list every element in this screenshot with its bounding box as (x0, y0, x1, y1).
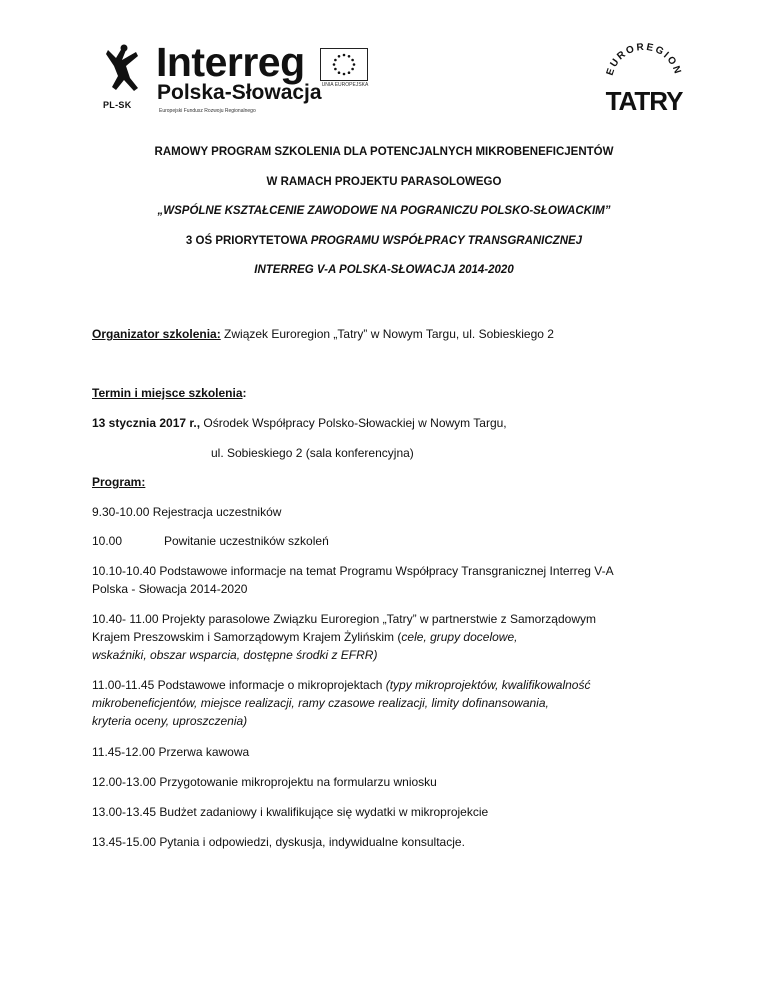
title-line-4-bold: 3 OŚ PRIORYTETOWA (185, 235, 311, 247)
program-item-6: 11.45-12.00 Przerwa kawowa (92, 745, 250, 759)
interreg-logo (92, 39, 369, 120)
program-item-4-line-1: 10.40- 11.00 Projekty parasolowe Związku Euroregion „Tatry” w partnerstwie z Samorządowym (92, 612, 596, 626)
title-line-1: RAMOWY PROGRAM SZKOLENIA DLA POTENCJALNYCH MIKROBENEFICJENTÓW (154, 146, 614, 158)
term-place: Ośrodek Współpracy Polsko-Słowackiej w Nowym Targu, (200, 416, 507, 430)
tatry-text: TATRY (605, 86, 683, 116)
program-item-3-line-1: 10.10-10.40 Podstawowe informacje na temat Programu Współpracy Transgranicznej Interreg V-A (92, 564, 614, 578)
program-label-line (92, 474, 145, 490)
eu-flag-icon (320, 48, 368, 81)
title-line-4 (0, 235, 768, 247)
term-label: Termin i miejsce szkolenia (92, 386, 243, 400)
program-item-5-line-3: kryteria oceny, uproszczenia) (92, 714, 248, 728)
program-item-4-line-2 (92, 629, 517, 645)
program-item-5-line-1 (92, 677, 590, 693)
title-line-2: W RAMACH PROJEKTU PARASOLOWEGO (266, 176, 502, 188)
term-date: 13 stycznia 2017 r., (92, 416, 201, 430)
title-line-3: „WSPÓLNE KSZTAŁCENIE ZAWODOWE NA POGRANICZU POLSKO-SŁOWACKIM” (157, 205, 611, 217)
program-item-4-line-2b: cele, grupy docelowe, (401, 630, 518, 644)
polska-slowacja-wordmark: Polska-Słowacja (157, 81, 322, 104)
program-item-4-line-2a: Krajem Preszowskim i Samorządowym Krajem Żylińskim ( (92, 630, 402, 644)
program-item-9: 13.45-15.00 Pytania i odpowiedzi, dyskusja, indywidualne konsultacje. (92, 835, 465, 849)
program-item-8: 13.00-13.45 Budżet zadaniowy i kwalifikujące się wydatki w mikroprojekcie (92, 805, 489, 819)
program-item-2 (92, 533, 329, 549)
interreg-wordmark: Interreg (156, 39, 305, 85)
title-line-5: INTERREG V-A POLSKA-SŁOWACJA 2014-2020 (254, 264, 514, 276)
organizer-line (92, 326, 554, 342)
program-item-1: 9.30-10.00 Rejestracja uczestników (92, 505, 282, 519)
efrr-label: Europejski Fundusz Rozwoju Regionalnego (159, 108, 256, 114)
program-item-2-time: 10.00 (92, 534, 123, 548)
term-address: ul. Sobieskiego 2 (sala konferencyjna) (211, 446, 414, 460)
program-item-5-line-1a: 11.00-11.45 Podstawowe informacje o mikroprojektach (92, 678, 386, 692)
organizer-label: Organizator szkolenia: (92, 327, 221, 341)
eu-label: UNIA EUROPEJSKA (321, 82, 369, 88)
euroregion-arc-text: EUROREGION (604, 41, 684, 77)
organizer-value: Związek Euroregion „Tatry” w Nowym Targu, ul. Sobieskiego 2 (220, 327, 554, 341)
program-item-3-line-2: Polska - Słowacja 2014-2020 (92, 582, 248, 596)
term-colon: : (242, 386, 247, 400)
term-heading (92, 385, 247, 401)
program-item-4-line-3: wskaźniki, obszar wsparcia, dostępne środki z EFRR) (92, 648, 378, 662)
title-line-4-italic: PROGRAMU WSPÓŁPRACY TRANSGRANICZNEJ (310, 235, 583, 247)
svg-text:EUROREGION (605, 42, 684, 77)
euroregion-tatry-logo (598, 30, 690, 122)
program-item-5-line-1b: (typy mikroprojektów, kwalifikowalność (385, 678, 591, 692)
term-date-line (92, 415, 507, 431)
program-label: Program: (92, 475, 146, 489)
program-item-5-line-2: mikrobeneficjentów, miejsce realizacji, ramy czasowe realizacji, limity dofinansowania, (92, 696, 549, 710)
program-item-2-text: Powitanie uczestników szkoleń (164, 534, 329, 548)
program-item-7: 12.00-13.00 Przygotowanie mikroprojektu na formularzu wniosku (92, 775, 437, 789)
pl-sk-label: PL-SK (103, 100, 132, 110)
interreg-mascot-icon (102, 44, 144, 94)
